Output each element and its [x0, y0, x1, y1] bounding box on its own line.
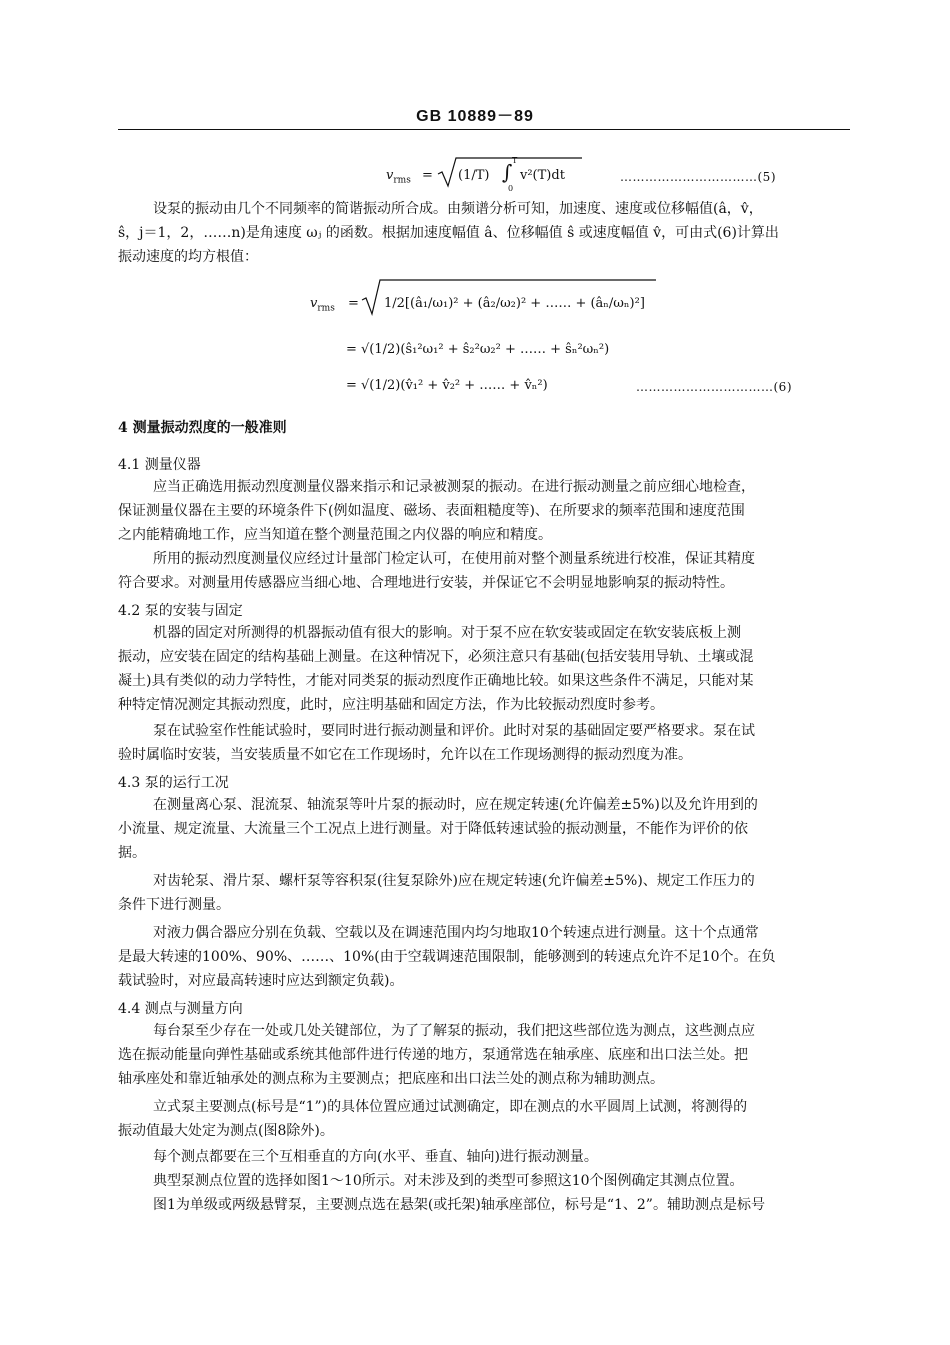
s43-p1-line-3: 据。 — [118, 845, 146, 861]
eq6-equals: = — [348, 296, 359, 311]
s41-p1-line-2: 保证测量仪器在主要的环境条件下(例如温度、磁场、表面粗糙度等)、在所要求的频率范围和速度范围 — [118, 503, 745, 519]
s44-p2-line-1: 立式泵主要测点(标号是“1”)的具体位置应通过试测确定，即在测点的水平圆周上试测，将测得的 — [153, 1099, 748, 1115]
s42-p1-line-2: 振动，应安装在固定的结构基础上测量。在这种情况下，必须注意只有基础(包括安装用导轨、土壤或混 — [118, 649, 754, 665]
eq6-line-1: 1/2[(â₁/ω₁)² + (â₂/ω₂)² + …… + (âₙ/ωₙ)²] — [384, 296, 645, 311]
s42-p1-line-3: 凝土)具有类似的动力学特性，才能对同类泵的振动烈度作正确地比较。如果这些条件不满足，只能对某 — [118, 673, 754, 689]
eq6-number: ……………………………(6) — [636, 380, 792, 394]
section-4-title: 4 测量振动烈度的一般准则 — [118, 420, 287, 436]
eq6-lhs: $v_{rms}$ — [310, 296, 335, 314]
s43-p2-line-1: 对齿轮泵、滑片泵、螺杆泵等容积泵(往复泵除外)应在规定转速(允许偏差±5%)、规定工作压力的 — [153, 873, 755, 889]
s43-p3-line-3: 载试验时，对应最高转速时应达到额定负载)。 — [118, 973, 404, 989]
s43-p1-line-1: 在测量离心泵、混流泵、轴流泵等叶片泵的振动时，应在规定转速(允许偏差±5%)以及允许用到的 — [153, 797, 758, 813]
eq5-integrand: v²(T)dt — [520, 168, 565, 183]
s42-p1-line-1: 机器的固定对所测得的机器振动值有很大的影响。对于泵不应在软安装或固定在软安装底板上测 — [153, 625, 741, 641]
s42-p2-line-1: 泵在试验室作性能试验时，要同时进行振动测量和评价。此时对泵的基础固定要严格要求。泵在试 — [153, 723, 755, 739]
s41-p1-line-3: 之内能精确地工作，应当知道在整个测量范围之内仪器的响应和精度。 — [118, 527, 552, 543]
s44-p1-line-2: 选在振动能量向弹性基础或系统其他部件进行传递的地方，泵通常选在轴承座、底座和出口法兰处。把 — [118, 1047, 748, 1063]
section-4-2-title: 4.2 泵的安装与固定 — [118, 603, 243, 619]
eq5-equals: = — [422, 168, 433, 183]
header-rule — [118, 129, 850, 130]
s43-p3-line-2: 是最大转速的100%、90%、……、10%(由于空载调速范围限制，能够测到的转速点允许不足10个。在负 — [118, 949, 776, 965]
s43-p3-line-1: 对液力偶合器应分别在负载、空载以及在调速范围内均匀地取10个转速点进行测量。这十个点通常 — [153, 925, 759, 941]
s44-p1-line-1: 每台泵至少存在一处或几处关键部位，为了了解泵的振动，我们把这些部位选为测点，这些测点应 — [153, 1023, 755, 1039]
eq6-line-3: = √(1/2)(v̂₁² + v̂₂² + …… + v̂ₙ²) — [346, 378, 548, 393]
s44-p2-line-2: 振动值最大处定为测点(图8除外)。 — [118, 1123, 334, 1139]
s41-p1-line-1: 应当正确选用振动烈度测量仪器来指示和记录被测泵的振动。在进行振动测量之前应细心地检查， — [153, 479, 755, 495]
eq5-body: (1/T) — [458, 168, 490, 183]
intro-line-3: 振动速度的均方根值： — [118, 249, 258, 265]
integral-sign: ∫ — [502, 160, 513, 184]
s43-p2-line-2: 条件下进行测量。 — [118, 897, 230, 913]
s41-p2-line-2: 符合要求。对测量用传感器应当细心地、合理地进行安装，并保证它不会明显地影响泵的振动特性。 — [118, 575, 734, 591]
s42-p1-line-4: 种特定情况测定其振动烈度，此时，应注明基础和固定方法，作为比较振动烈度时参考。 — [118, 697, 664, 713]
eq5-lower-limit: 0 — [508, 184, 514, 193]
s44-p4-line-1: 典型泵测点位置的选择如图1～10所示。对未涉及到的类型可参照这10个图例确定其测点位置。 — [153, 1173, 744, 1189]
s44-p1-line-3: 轴承座处和靠近轴承处的测点称为主要测点；把底座和出口法兰处的测点称为辅助测点。 — [118, 1071, 664, 1087]
document-header: GB 10889－89 — [416, 108, 534, 125]
eq5-number: ……………………………(5) — [620, 170, 776, 184]
intro-line-1: 设泵的振动由几个不同频率的简谐振动所合成。由频谱分析可知，加速度、速度或位移幅值(â，v̂， — [153, 201, 763, 217]
s44-p5-line-1: 图1为单级或两级悬臂泵，主要测点选在悬架(或托架)轴承座部位，标号是“1、2”。辅助测点是标号 — [153, 1197, 765, 1213]
intro-line-2: ŝ，j＝1，2，……n)是角速度 ωⱼ 的函数。根据加速度幅值 â、位移幅值 ŝ 或速度幅值 v̂，可由式(6)计算出 — [118, 225, 779, 241]
section-4-4-title: 4.4 测点与测量方向 — [118, 1001, 243, 1017]
s41-p2-line-1: 所用的振动烈度测量仪应经过计量部门检定认可，在使用前对整个测量系统进行校准，保证其精度 — [153, 551, 755, 567]
eq5-lhs: $v_{rms}$ — [386, 168, 411, 186]
eq5-upper-limit: T — [512, 156, 518, 165]
s43-p1-line-2: 小流量、规定流量、大流量三个工况点上进行测量。对于降低转速试验的振动测量，不能作为评价的依 — [118, 821, 748, 837]
eq6-line-2: = √(1/2)(ŝ₁²ω₁² + ŝ₂²ω₂² + …… + ŝₙ²ωₙ²) — [346, 342, 610, 357]
s42-p2-line-2: 验时属临时安装，当安装质量不如它在工作现场时，允许以在工作现场测得的振动烈度为准。 — [118, 747, 692, 763]
section-4-1-title: 4.1 测量仪器 — [118, 457, 201, 473]
section-4-3-title: 4.3 泵的运行工况 — [118, 775, 229, 791]
s44-p3-line-1: 每个测点都要在三个互相垂直的方向(水平、垂直、轴向)进行振动测量。 — [153, 1149, 598, 1165]
